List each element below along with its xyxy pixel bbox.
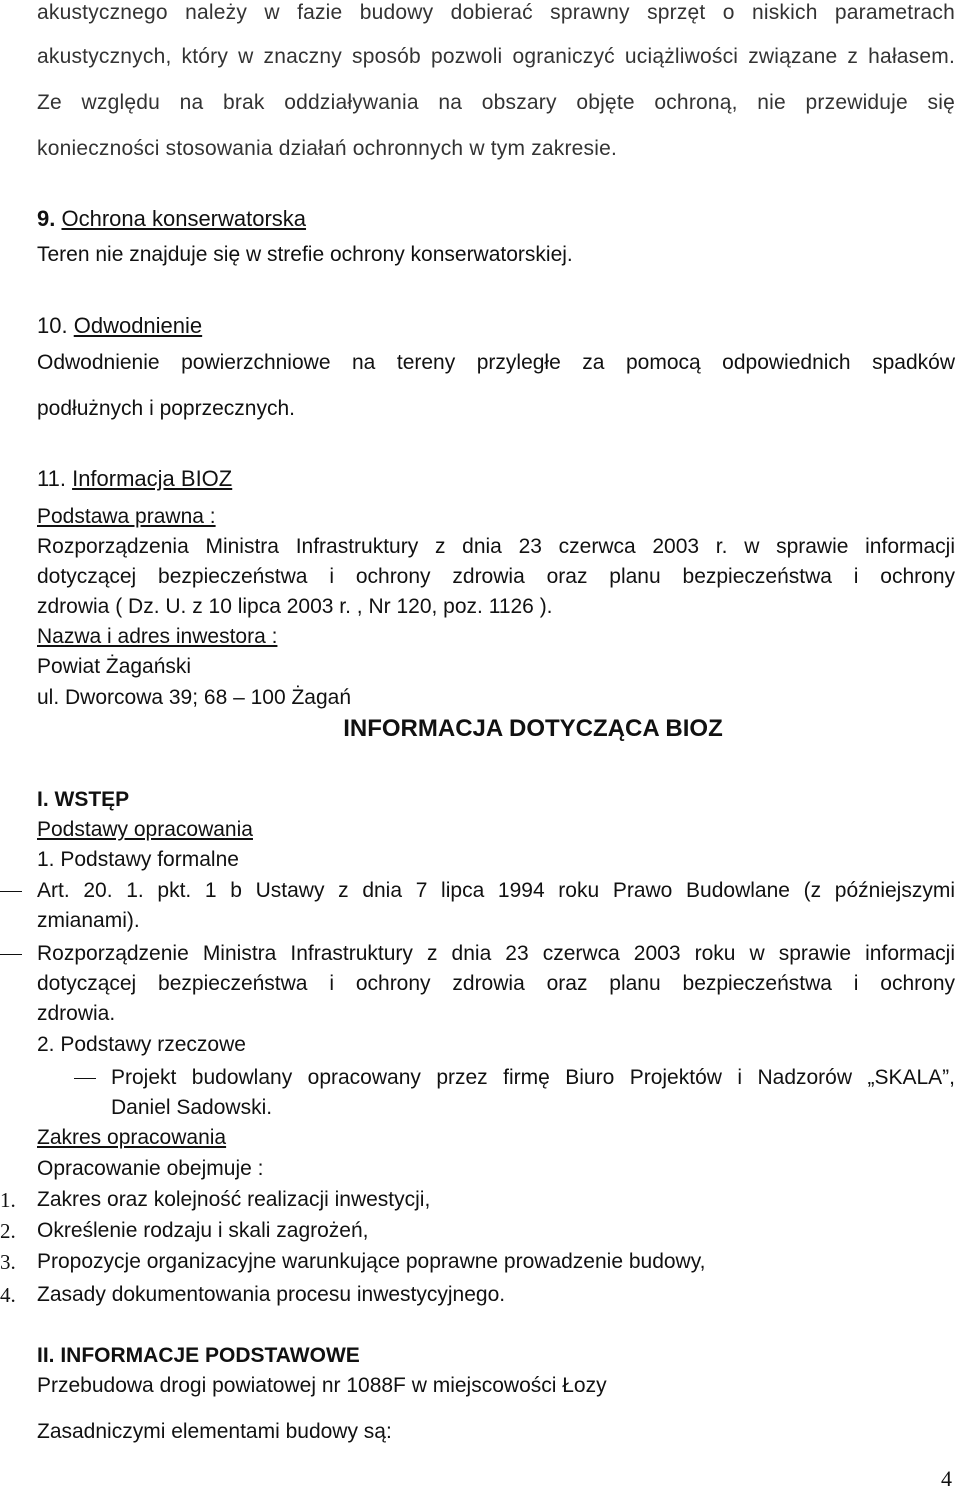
scope-item-number: 3. (0, 1250, 16, 1274)
scope-intro: Opracowanie obejmuje : (37, 1157, 264, 1180)
scope-item-number: 2. (0, 1219, 16, 1243)
basis-label: Podstawy opracowania (37, 818, 253, 841)
material-basis-item-1-line-2: Daniel Sadowski. (111, 1096, 273, 1119)
scope-item-number: 1. (0, 1188, 16, 1212)
legal-basis-label: Podstawa prawna : (37, 505, 216, 528)
dash-bullet (74, 1078, 96, 1079)
intro-line-1: akustycznego należy w fazie budowy dobierać sprawny sprzęt o niskich parametrach (37, 1, 955, 24)
dash-bullet (0, 891, 22, 892)
section-9-number: 9. (37, 206, 56, 231)
material-basis-item-1-line-1: Projekt budowlany opracowany przez firmę Biuro Projektów i Nadzorów „SKALA”, (111, 1066, 955, 1089)
section-10-title: Odwodnienie (73, 313, 203, 338)
scope-label: Zakres opracowania (37, 1126, 227, 1149)
investor-label: Nazwa i adres inwestora : (37, 625, 278, 648)
investor-name: Powiat Żagański (37, 655, 192, 678)
formal-basis-item-2-line-3: zdrowia. (37, 1002, 116, 1025)
scope-item-text: Zasady dokumentowania procesu inwestycyjnego. (37, 1283, 506, 1306)
section-10-line-1: Odwodnienie powierzchniowe na tereny przyległe za pomocą odpowiednich spadków (37, 351, 955, 374)
material-basis-label: 2. Podstawy rzeczowe (37, 1033, 246, 1056)
intro-line-4: konieczności stosowania działań ochronnych w tym zakresie. (37, 137, 618, 160)
basic-info-heading: II. INFORMACJE PODSTAWOWE (37, 1344, 360, 1367)
section-10-number: 10. (37, 313, 68, 338)
formal-basis-label: 1. Podstawy formalne (37, 848, 239, 871)
section-9-heading (37, 206, 306, 232)
bioz-title: INFORMACJA DOTYCZĄCA BIOZ (343, 715, 723, 742)
section-10-heading (37, 313, 202, 339)
investor-address: ul. Dworcowa 39; 68 – 100 Żagań (37, 686, 352, 709)
legal-basis-line-1: Rozporządzenia Ministra Infrastruktury z dnia 23 czerwca 2003 r. w sprawie informacji (37, 535, 955, 558)
legal-basis-line-2: dotyczącej bezpieczeństwa i ochrony zdrowia oraz planu bezpieczeństwa i ochrony (37, 565, 955, 588)
scope-item-number: 4. (0, 1283, 16, 1307)
basic-info-text: Przebudowa drogi powiatowej nr 1088F w miejscowości Łozy (37, 1374, 607, 1397)
section-11-number: 11. (37, 466, 66, 491)
scope-item-text: Określenie rodzaju i skali zagrożeń, (37, 1219, 369, 1242)
legal-basis-line-3: zdrowia ( Dz. U. z 10 lipca 2003 r. , Nr 120, poz. 1126 ). (37, 595, 553, 618)
formal-basis-item-2-line-1: Rozporządzenie Ministra Infrastruktury z dnia 23 czerwca 2003 roku w sprawie informacji (37, 942, 955, 965)
elements-label: Zasadniczymi elementami budowy są: (37, 1420, 392, 1443)
scope-item-text: Zakres oraz kolejność realizacji inwestycji, (37, 1188, 431, 1211)
intro-line-2: akustycznych, który w znaczny sposób pozwoli ograniczyć uciążliwości związane z hałasem. (37, 45, 955, 68)
section-11-title: Informacja BIOZ (72, 466, 233, 491)
dash-bullet (0, 954, 22, 955)
formal-basis-item-1-line-1: Art. 20. 1. pkt. 1 b Ustawy z dnia 7 lipca 1994 roku Prawo Budowlane (z późniejszymi (37, 879, 955, 902)
section-11-heading (37, 466, 232, 492)
intro-line-3: Ze względu na brak oddziaływania na obszary objęte ochroną, nie przewiduje się (37, 91, 955, 114)
section-10-line-2: podłużnych i poprzecznych. (37, 397, 295, 420)
scope-item-text: Propozycje organizacyjne warunkujące poprawne prowadzenie budowy, (37, 1250, 706, 1273)
section-9-text: Teren nie znajduje się w strefie ochrony konserwatorskiej. (37, 243, 573, 266)
section-9-title: Ochrona konserwatorska (61, 206, 307, 231)
page-number: 4 (941, 1466, 952, 1491)
intro-heading: I. WSTĘP (37, 788, 130, 811)
formal-basis-item-2-line-2: dotyczącej bezpieczeństwa i ochrony zdrowia oraz planu bezpieczeństwa i ochrony (37, 972, 955, 995)
formal-basis-item-1-line-2: zmianami). (37, 909, 140, 932)
